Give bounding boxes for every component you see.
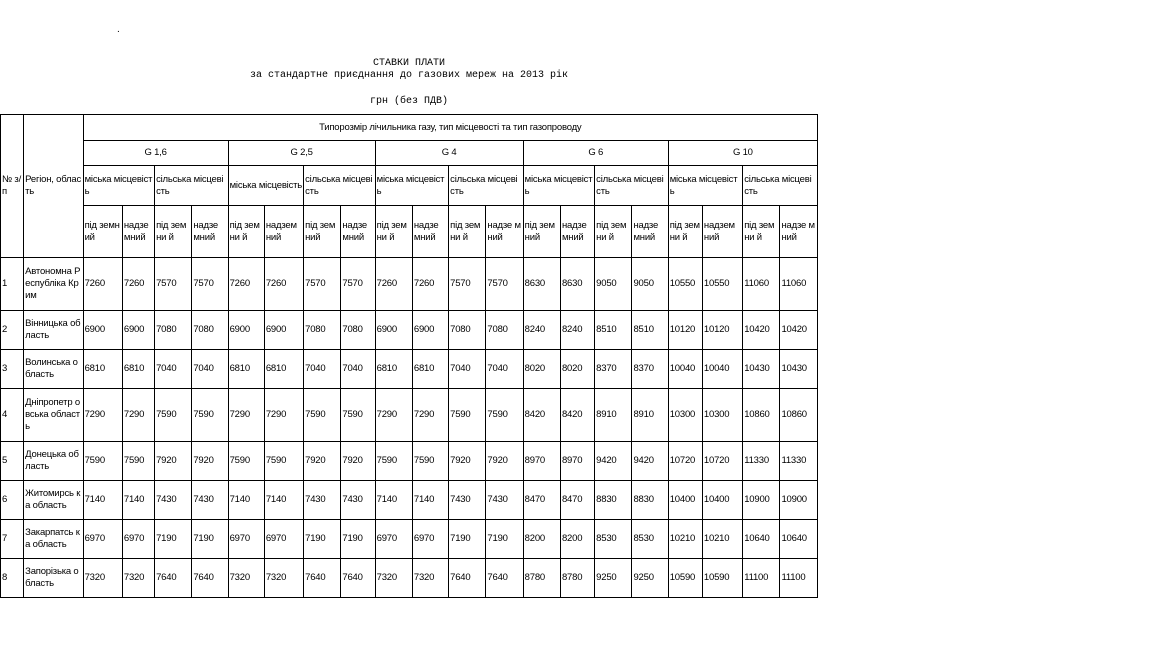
rate-cell: 6810 [228,350,264,389]
rate-cell: 9050 [632,258,668,311]
rate-cell: 7320 [375,559,412,598]
rate-cell: 7080 [192,311,228,350]
row-region: Донецька область [24,442,83,481]
rate-cell: 8530 [595,520,632,559]
rate-cell: 9050 [595,258,632,311]
rate-cell: 6970 [122,520,154,559]
rate-cell: 6970 [83,520,122,559]
header-rural: сільська місцевість [304,166,376,206]
rate-cell: 8530 [632,520,668,559]
header-urban: міська місцевість [523,166,595,206]
rate-cell: 9250 [595,559,632,598]
rate-cell: 10400 [668,481,702,520]
document-title: СТАВКИ ПЛАТИ [372,58,445,69]
rate-cell: 7590 [228,442,264,481]
rate-cell: 11100 [780,559,818,598]
table-row [1,559,818,598]
rate-cell: 7640 [192,559,228,598]
rate-cell: 8240 [560,311,594,350]
rate-cell: 10900 [780,481,818,520]
rate-cell: 9420 [632,442,668,481]
header-pipe-type: надзе мний [632,206,668,258]
header-pipe-type: під земний [523,206,560,258]
header-meter: G 2,5 [228,141,375,166]
rate-cell: 7590 [486,389,523,442]
header-pipe-type: під земни й [595,206,632,258]
rate-cell: 7290 [264,389,303,442]
rate-cell: 7190 [486,520,523,559]
rate-cell: 7190 [192,520,228,559]
rate-cell: 8970 [523,442,560,481]
header-urban: міська місцевість [668,166,743,206]
table-row [1,350,818,389]
rate-cell: 8020 [560,350,594,389]
rate-cell: 7260 [375,258,412,311]
rate-cell: 10420 [743,311,780,350]
rate-cell: 10860 [780,389,818,442]
stray-mark: . [117,24,120,35]
rate-cell: 7290 [83,389,122,442]
row-region: Автономна Республіка Крим [24,258,83,311]
header-pipe-type: надзем ний [702,206,742,258]
rate-cell: 7430 [192,481,228,520]
rate-cell: 7590 [375,442,412,481]
rate-cell: 8510 [632,311,668,350]
rate-cell: 6900 [83,311,122,350]
header-meter: G 10 [668,141,817,166]
row-number: 2 [1,311,24,350]
header-pipe-type: надзе мний [122,206,154,258]
rate-cell: 8780 [523,559,560,598]
rate-cell: 7590 [122,442,154,481]
header-pipe-type: надзе мний [341,206,375,258]
row-number: 5 [1,442,24,481]
rate-cell: 7320 [83,559,122,598]
rate-cell: 7260 [122,258,154,311]
rate-cell: 6970 [228,520,264,559]
rate-cell: 6970 [264,520,303,559]
rate-cell: 6900 [122,311,154,350]
rate-cell: 7260 [83,258,122,311]
rate-cell: 8200 [523,520,560,559]
rate-cell: 7430 [304,481,341,520]
row-region: Дніпропетр овська область [24,389,83,442]
rate-cell: 8970 [560,442,594,481]
header-region: Регіон, область [24,115,83,258]
rate-cell: 7590 [83,442,122,481]
rate-cell: 10590 [702,559,742,598]
rate-cell: 10550 [668,258,702,311]
rate-cell: 6810 [375,350,412,389]
rate-cell: 7640 [341,559,375,598]
rate-cell: 10040 [668,350,702,389]
header-pipe-type: надзе мний [412,206,448,258]
table-row [1,389,818,442]
rate-cell: 7920 [155,442,192,481]
rate-cell: 7590 [304,389,341,442]
header-pipe-type: під земни й [375,206,412,258]
rate-cell: 7590 [341,389,375,442]
rate-cell: 7640 [449,559,486,598]
rate-cell: 7640 [486,559,523,598]
unit-note: грн (без ПДВ) [369,96,448,107]
rate-cell: 7290 [228,389,264,442]
rate-cell: 7040 [486,350,523,389]
row-region: Запорізька область [24,559,83,598]
rate-cell: 8910 [632,389,668,442]
row-number: 8 [1,559,24,598]
rate-cell: 7080 [155,311,192,350]
header-group: Типорозмір лічильника газу, тип місцевості та тип газопроводу [83,115,817,141]
rate-cell: 11330 [743,442,780,481]
rate-cell: 10400 [702,481,742,520]
header-meter: G 1,6 [83,141,228,166]
header-pipe-type: під земни й [743,206,780,258]
header-pipe-type: надзе мний [486,206,523,258]
rate-cell: 7640 [155,559,192,598]
rate-cell: 7040 [449,350,486,389]
rate-cell: 7190 [304,520,341,559]
rate-cell: 10420 [780,311,818,350]
rate-cell: 8470 [523,481,560,520]
rate-cell: 10120 [668,311,702,350]
rate-cell: 7570 [155,258,192,311]
rate-cell: 8910 [595,389,632,442]
rate-cell: 8780 [560,559,594,598]
rate-cell: 6900 [228,311,264,350]
rate-cell: 8630 [523,258,560,311]
table-row [1,311,818,350]
rate-cell: 7920 [486,442,523,481]
rate-cell: 8420 [523,389,560,442]
rate-cell: 11060 [743,258,780,311]
rates-table [0,114,818,598]
rate-cell: 6810 [83,350,122,389]
rate-cell: 10720 [702,442,742,481]
rate-cell: 7320 [228,559,264,598]
rate-cell: 10640 [743,520,780,559]
rate-cell: 6810 [122,350,154,389]
rate-cell: 7140 [412,481,448,520]
rate-cell: 7430 [449,481,486,520]
rate-cell: 10210 [702,520,742,559]
row-number: 7 [1,520,24,559]
rate-cell: 10860 [743,389,780,442]
header-urban: міська місцевість [375,166,449,206]
rate-cell: 7570 [486,258,523,311]
rate-cell: 6970 [375,520,412,559]
rate-cell: 9420 [595,442,632,481]
rate-cell: 10430 [780,350,818,389]
rate-cell: 7190 [341,520,375,559]
rate-cell: 7190 [155,520,192,559]
rate-cell: 6970 [412,520,448,559]
rate-cell: 7320 [122,559,154,598]
header-pipe-type: надзем ний [264,206,303,258]
rate-cell: 7140 [375,481,412,520]
rate-cell: 7140 [83,481,122,520]
rate-cell: 7190 [449,520,486,559]
header-pipe-type: під земний [304,206,341,258]
rate-cell: 8470 [560,481,594,520]
row-number: 6 [1,481,24,520]
rate-cell: 8200 [560,520,594,559]
rate-cell: 11100 [743,559,780,598]
header-pipe-type: під земний [83,206,122,258]
header-pipe-type: надзе мний [780,206,818,258]
rate-cell: 10640 [780,520,818,559]
table-row [1,481,818,520]
document-subtitle: за стандартне приєднання до газових мереж на 2013 рік [249,70,569,81]
header-pipe-type: під земни й [449,206,486,258]
row-region: Закарпатсь ка область [24,520,83,559]
header-meter: G 4 [375,141,523,166]
rate-cell: 7140 [122,481,154,520]
header-urban: міська місцевість [83,166,155,206]
rate-cell: 6810 [412,350,448,389]
rate-cell: 9250 [632,559,668,598]
rate-cell: 7920 [192,442,228,481]
rate-cell: 7140 [264,481,303,520]
rate-cell: 10590 [668,559,702,598]
rate-cell: 7080 [341,311,375,350]
rate-cell: 10040 [702,350,742,389]
rate-cell: 7430 [341,481,375,520]
rate-cell: 7430 [486,481,523,520]
rate-cell: 7320 [412,559,448,598]
header-num: № з/п [1,115,24,258]
rate-cell: 7920 [304,442,341,481]
rate-cell: 7590 [155,389,192,442]
header-pipe-type: під земни й [155,206,192,258]
rate-cell: 7590 [449,389,486,442]
header-rural: сільська місцевість [743,166,818,206]
header-rural: сільська місцевість [595,166,669,206]
rate-cell: 7640 [304,559,341,598]
table-row [1,258,818,311]
rate-cell: 8510 [595,311,632,350]
rate-cell: 7570 [304,258,341,311]
header-pipe-type: під земни й [228,206,264,258]
rate-cell: 6900 [412,311,448,350]
rate-cell: 8020 [523,350,560,389]
rate-cell: 8370 [595,350,632,389]
row-number: 4 [1,389,24,442]
header-urban: міська місцевість [228,166,304,206]
rate-cell: 11060 [780,258,818,311]
rate-cell: 7590 [264,442,303,481]
rate-cell: 6810 [264,350,303,389]
rate-cell: 7290 [375,389,412,442]
header-pipe-type: під земни й [668,206,702,258]
table-row [1,442,818,481]
row-region: Вінницька область [24,311,83,350]
row-region: Волинська область [24,350,83,389]
rate-cell: 7260 [264,258,303,311]
row-region: Житомирсь ка область [24,481,83,520]
rate-cell: 7570 [449,258,486,311]
rate-cell: 7290 [412,389,448,442]
rate-cell: 10550 [702,258,742,311]
rate-cell: 10720 [668,442,702,481]
rate-cell: 7570 [341,258,375,311]
header-pipe-type: надзе мний [560,206,594,258]
rate-cell: 7260 [228,258,264,311]
rate-cell: 8830 [632,481,668,520]
rate-cell: 7080 [449,311,486,350]
rate-cell: 8370 [632,350,668,389]
rate-cell: 8420 [560,389,594,442]
rate-cell: 10300 [702,389,742,442]
row-number: 1 [1,258,24,311]
rate-cell: 10300 [668,389,702,442]
rate-cell: 7590 [412,442,448,481]
rate-cell: 7430 [155,481,192,520]
rate-cell: 7590 [192,389,228,442]
rate-cell: 7040 [341,350,375,389]
rate-cell: 7260 [412,258,448,311]
rate-cell: 7570 [192,258,228,311]
rate-cell: 7040 [155,350,192,389]
rate-cell: 7920 [449,442,486,481]
header-pipe-type: надзе мний [192,206,228,258]
rate-cell: 6900 [264,311,303,350]
rate-cell: 10900 [743,481,780,520]
rate-cell: 7040 [304,350,341,389]
rate-cell: 7040 [192,350,228,389]
header-rural: сільська місцевість [155,166,229,206]
rate-cell: 7080 [486,311,523,350]
rate-cell: 6900 [375,311,412,350]
rate-cell: 7290 [122,389,154,442]
rate-cell: 7140 [228,481,264,520]
rate-cell: 7080 [304,311,341,350]
rate-cell: 8240 [523,311,560,350]
rate-cell: 7320 [264,559,303,598]
table-row [1,520,818,559]
rate-cell: 10210 [668,520,702,559]
row-number: 3 [1,350,24,389]
rate-cell: 10120 [702,311,742,350]
rate-cell: 7920 [341,442,375,481]
header-meter: G 6 [523,141,668,166]
rate-cell: 10430 [743,350,780,389]
header-rural: сільська місцевість [449,166,524,206]
rate-cell: 8630 [560,258,594,311]
rate-cell: 8830 [595,481,632,520]
rate-cell: 11330 [780,442,818,481]
